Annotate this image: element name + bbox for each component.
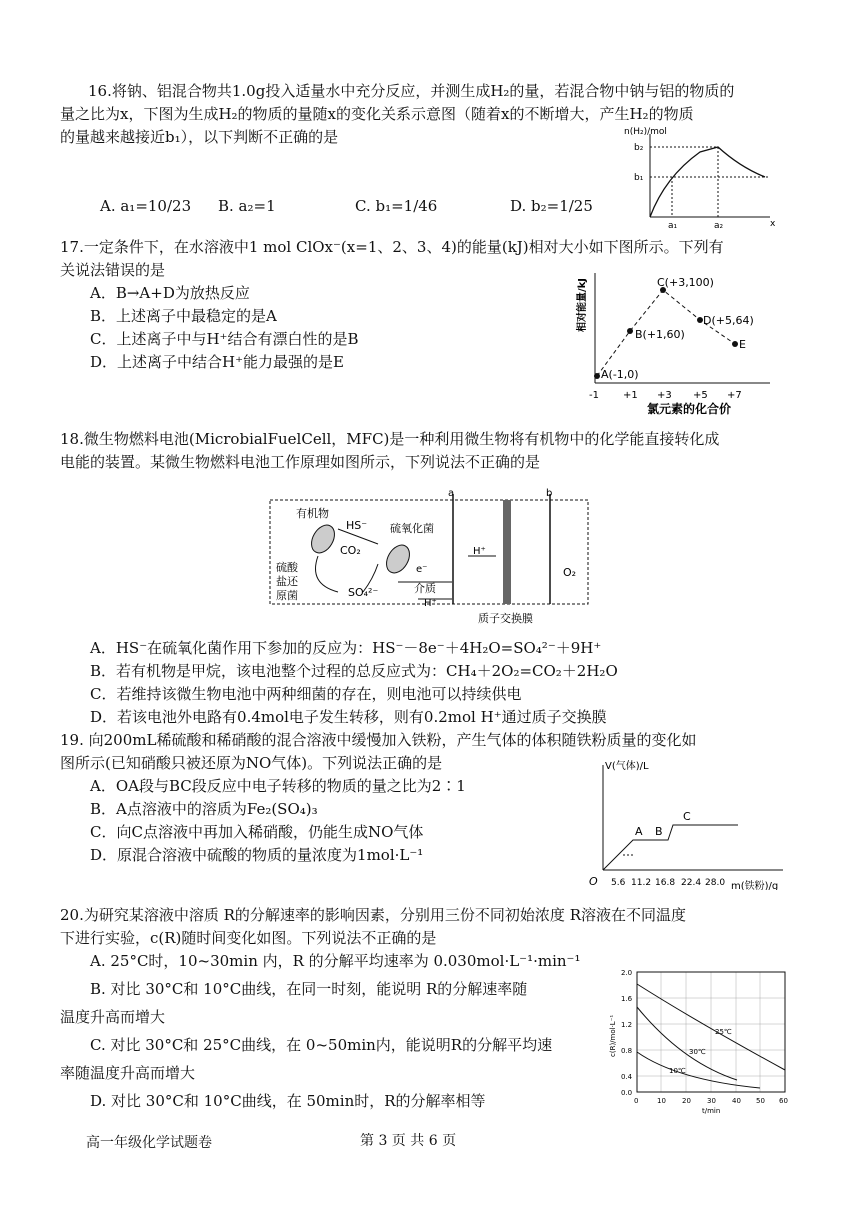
- q16-ylabel: n(H₂)/mol: [624, 127, 667, 137]
- q18-so4: SO₄²⁻: [348, 586, 379, 599]
- q19-tick: 11.2: [631, 878, 652, 888]
- q19-point-a: A: [635, 825, 643, 838]
- q20-ytick: 0.8: [621, 1047, 633, 1055]
- q20-xtick: 0: [634, 1097, 639, 1105]
- q18-line2: 电能的装置。某微生物燃料电池工作原理如图所示，下列说法不正确的是: [60, 453, 541, 471]
- q18-sox-bacteria: 硫氧化菌: [390, 522, 434, 535]
- q19-ylabel: V(气体)/L: [605, 761, 649, 772]
- q17-line2: 关说法错误的是: [60, 261, 166, 279]
- q16-option-b: B. a₂=1: [218, 197, 276, 215]
- q20-line1: 20.为研究某溶液中溶质 R的分解速率的影响因素，分别用三份不同初始浓度 R溶液在不同温度: [60, 906, 686, 924]
- q20-xtick: 60: [779, 1097, 788, 1105]
- q18-membrane: 质子交换膜: [478, 612, 533, 625]
- q17-point-d: D(+5,64): [703, 314, 754, 327]
- q19-tick: 22.4: [681, 878, 702, 888]
- q18-h-right: H⁺: [473, 546, 486, 557]
- q18-o2: O₂: [563, 566, 577, 579]
- q16-line1: 16.将钠、铝混合物共1.0g投入适量水中充分反应，并测生成H₂的量，若混合物中钠与铝的物质的: [88, 82, 735, 100]
- q20-option-c-line1: C. 对比 30°C和 25°C曲线，在 0~50min内，能说明R的分解平均速: [90, 1036, 553, 1054]
- q17-tick: +7: [727, 390, 742, 401]
- q20-xtick: 30: [707, 1097, 716, 1105]
- q18-srb-1: 硫酸: [276, 561, 298, 574]
- q19-xlabel: m(铁粉)/g: [731, 881, 779, 890]
- q16-a2: a₂: [714, 221, 724, 230]
- q20-xtick: 50: [756, 1097, 765, 1105]
- q19-tick: 5.6: [611, 878, 626, 888]
- footer-title: 高一年级化学试题卷: [86, 1135, 212, 1151]
- q19-tick: 16.8: [655, 878, 676, 888]
- q16-b1: b₁: [634, 173, 644, 183]
- q17-option-c: C．上述离子中与H⁺结合有漂白性的是B: [90, 330, 359, 348]
- q18-hs: HS⁻: [346, 519, 368, 532]
- q17-option-d: D．上述离子中结合H⁺能力最强的是E: [90, 353, 344, 371]
- q19-option-a: A．OA段与BC段反应中电子转移的物质的量之比为2∶1: [90, 777, 466, 795]
- q20-xtick: 10: [657, 1097, 666, 1105]
- q20-ytick: 2.0: [621, 969, 633, 977]
- q19-option-b: B．A点溶液中的溶质为Fe₂(SO₄)₃: [90, 800, 318, 818]
- q18-organic: 有机物: [296, 507, 329, 520]
- q18-line1: 18.微生物燃料电池(MicrobialFuelCell，MFC)是一种利用微生物将有机物中的化学能直接转化成: [60, 430, 720, 448]
- q19-graph: [583, 755, 788, 890]
- q18-electrode-b: b: [546, 488, 553, 499]
- q17-ylabel: 相对能量/kJ: [577, 277, 588, 332]
- q17-tick: +3: [657, 390, 672, 401]
- q20-ylabel: c(R)/mol·L⁻¹: [609, 1014, 617, 1057]
- q20-option-a: A. 25°C时，10~30min 内，R 的分解平均速率为 0.030mol·L⁻¹·min⁻¹: [90, 952, 581, 970]
- q19-point-b: B: [655, 825, 663, 838]
- q17-tick: -1: [589, 390, 599, 401]
- q18-option-c: C．若维持该微生物电池中两种细菌的存在，则电池可以持续供电: [90, 685, 522, 703]
- q16-line3: 的量越来越接近b₁），以下判断不正确的是: [60, 128, 339, 146]
- q20-xtick: 40: [732, 1097, 741, 1105]
- q17-xlabel: 氯元素的化合价: [647, 402, 732, 416]
- q20-series-30: 30℃: [689, 1048, 706, 1056]
- q20-series-10: 10℃: [669, 1067, 686, 1075]
- q20-xlabel: t/min: [702, 1107, 721, 1115]
- q18-co2: CO₂: [340, 544, 361, 557]
- q18-electrode-a: a: [448, 488, 455, 499]
- q17-tick: +1: [623, 390, 638, 401]
- q20-xtick: 20: [682, 1097, 691, 1105]
- q18-medium: 介质: [414, 582, 436, 595]
- q20-ytick: 1.2: [621, 1021, 633, 1029]
- q16-option-d: D. b₂=1/25: [510, 197, 593, 215]
- q16-a1: a₁: [668, 221, 678, 230]
- q20-option-b-line1: B. 对比 30°C和 10°C曲线，在同一时刻，能说明 R的分解速率随: [90, 980, 528, 998]
- q19-line1: 19. 向200mL稀硫酸和稀硝酸的混合溶液中缓慢加入铁粉，产生气体的体积随铁粉质量的变化如: [60, 731, 697, 749]
- q19-line2: 图所示(已知硝酸只被还原为NO气体)。下列说法正确的是: [60, 754, 443, 772]
- q19-tick: 28.0: [705, 878, 726, 888]
- footer-page-number: 第 3 页 共 6 页: [360, 1133, 457, 1149]
- q20-option-d: D. 对比 30°C和 10°C曲线，在 50min时，R的分解率相等: [90, 1092, 486, 1110]
- q16-graph: [620, 122, 780, 230]
- q20-ytick: 0.0: [621, 1089, 633, 1097]
- q19-point-c: C: [683, 810, 691, 823]
- q18-electron: e⁻: [416, 564, 428, 575]
- q19-option-c: C．向C点溶液中再加入稀硝酸，仍能生成NO气体: [90, 823, 424, 841]
- q18-diagram: [268, 484, 598, 629]
- q17-point-e: E: [739, 338, 746, 351]
- q19-origin: O: [589, 875, 598, 888]
- q17-point-a: A(-1,0): [601, 368, 639, 381]
- q18-option-b: B．若有机物是甲烷，该电池整个过程的总反应式为：CH₄＋2O₂=CO₂＋2H₂O: [90, 662, 618, 680]
- q17-point-b: B(+1,60): [635, 328, 685, 341]
- q16-x: x: [770, 219, 776, 229]
- q20-ytick: 0.4: [621, 1073, 633, 1081]
- q20-ytick: 1.6: [621, 995, 633, 1003]
- q18-h-left: H⁺: [424, 598, 437, 609]
- q19-option-d: D．原混合溶液中硫酸的物质的量浓度为1mol·L⁻¹: [90, 846, 424, 864]
- q17-graph: [575, 268, 790, 418]
- q17-option-b: B．上述离子中最稳定的是A: [90, 307, 277, 325]
- q20-series-25: 25℃: [715, 1028, 732, 1036]
- q16-option-a: A. a₁=10/23: [100, 197, 192, 215]
- q16-option-c: C. b₁=1/46: [355, 197, 438, 215]
- q16-line2: 量之比为x，下图为生成H₂的物质的量随x的变化关系示意图（随着x的不断增大，产生H₂的物质: [60, 105, 694, 123]
- q20-line2: 下进行实验，c(R)随时间变化如图。下列说法不正确的是: [60, 929, 437, 947]
- q17-point-c: C(+3,100): [657, 276, 714, 289]
- q17-tick: +5: [693, 390, 708, 401]
- q17-line1: 17.一定条件下，在水溶液中1 mol ClOx⁻(x=1、2、3、4)的能量(kJ)相对大小如下图所示。下列有: [60, 238, 724, 256]
- q20-option-c-line2: 率随温度升高而增大: [60, 1064, 196, 1082]
- q18-srb-2: 盐还: [276, 575, 298, 588]
- q20-graph: [607, 962, 792, 1122]
- q18-srb-3: 原菌: [276, 589, 298, 602]
- q16-b2: b₂: [634, 143, 644, 153]
- q20-option-b-line2: 温度升高而增大: [60, 1008, 166, 1026]
- q18-option-a: A．HS⁻在硫氧化菌作用下参加的反应为：HS⁻－8e⁻＋4H₂O=SO₄²⁻＋9H⁺: [90, 639, 602, 657]
- q17-option-a: A．B→A+D为放热反应: [90, 284, 250, 302]
- q18-option-d: D．若该电池外电路有0.4mol电子发生转移，则有0.2mol H⁺通过质子交换膜: [90, 708, 607, 726]
